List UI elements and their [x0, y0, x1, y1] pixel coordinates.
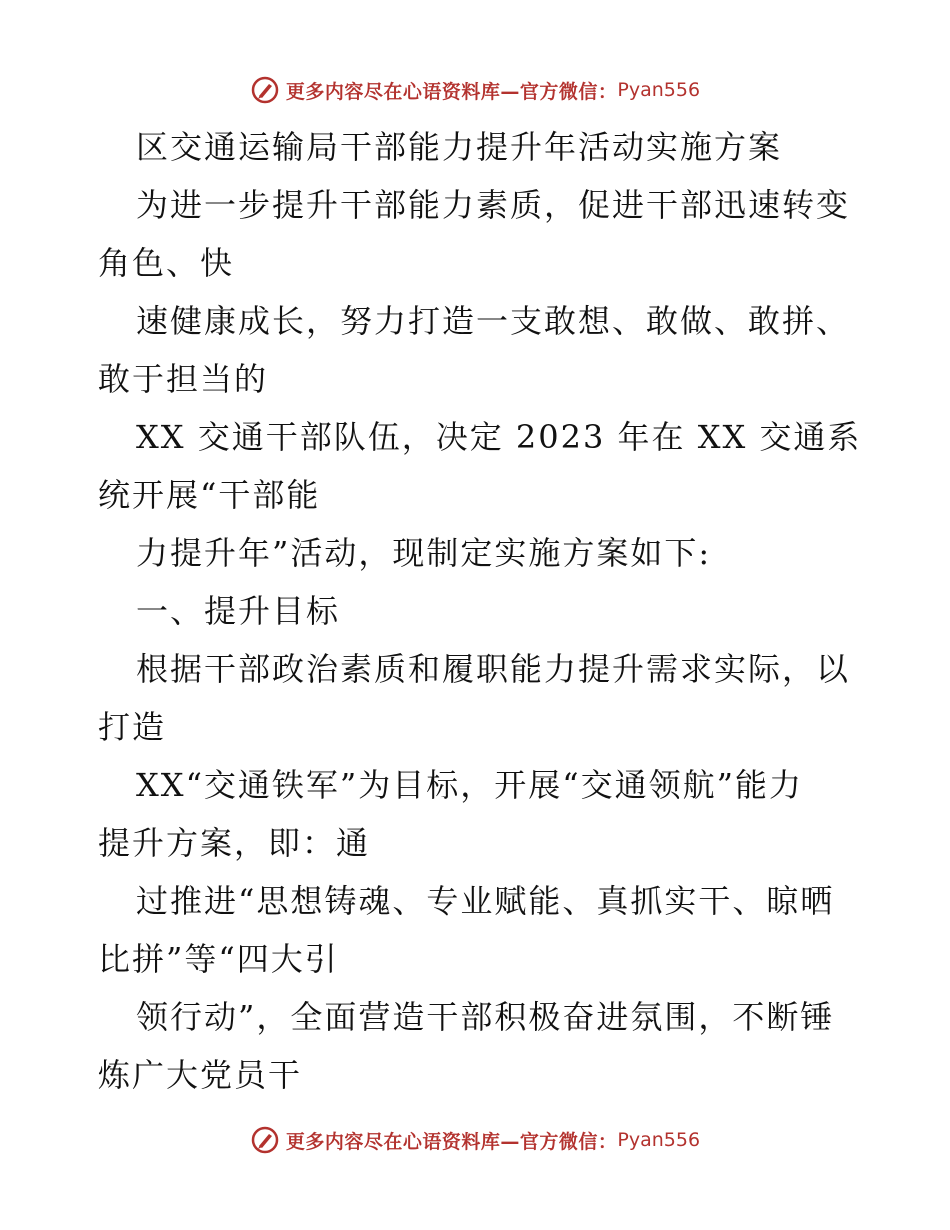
header-watermark-banner	[0, 70, 950, 110]
document-line: 敢于担当的	[98, 360, 269, 398]
document-line: 统开展“干部能	[98, 476, 321, 514]
document-line: 提升方案，即：通	[98, 824, 371, 862]
document-body	[98, 118, 868, 1104]
document-line: XX“交通铁军”为目标，开展“交通领航”能力	[136, 766, 804, 804]
document-line: 区交通运输局干部能力提升年活动实施方案	[136, 128, 783, 166]
quill-pen-seal-icon	[250, 1125, 280, 1155]
document-line: 一、提升目标	[136, 592, 341, 630]
document-line: 比拼”等“四大引	[98, 940, 339, 978]
document-line: 为进一步提升干部能力素质，促进干部迅速转变	[136, 186, 851, 224]
wechat-id: Pyan556	[617, 1129, 701, 1151]
document-line: 打造	[98, 708, 167, 746]
wechat-id: Pyan556	[617, 79, 701, 101]
document-line: 过推进“思想铸魂、专业赋能、真抓实干、晾晒	[136, 882, 835, 920]
document-line: 角色、快	[98, 244, 235, 282]
banner-text: 更多内容尽在心语资料库—官方微信：	[285, 1130, 618, 1153]
document-line: XX 交通干部队伍，决定 2023 年在 XX 交通系	[136, 418, 862, 456]
document-line: 炼广大党员干	[98, 1056, 303, 1094]
footer-watermark-banner	[0, 1120, 950, 1160]
document-line: 力提升年”活动，现制定实施方案如下:	[136, 534, 712, 572]
document-line: 速健康成长，努力打造一支敢想、敢做、敢拼、	[136, 302, 851, 340]
banner-text: 更多内容尽在心语资料库—官方微信：	[285, 80, 618, 103]
document-line: 领行动”，全面营造干部积极奋进氛围，不断锤	[136, 998, 835, 1036]
document-line: 根据干部政治素质和履职能力提升需求实际，以	[136, 650, 851, 688]
quill-pen-seal-icon	[250, 75, 280, 105]
